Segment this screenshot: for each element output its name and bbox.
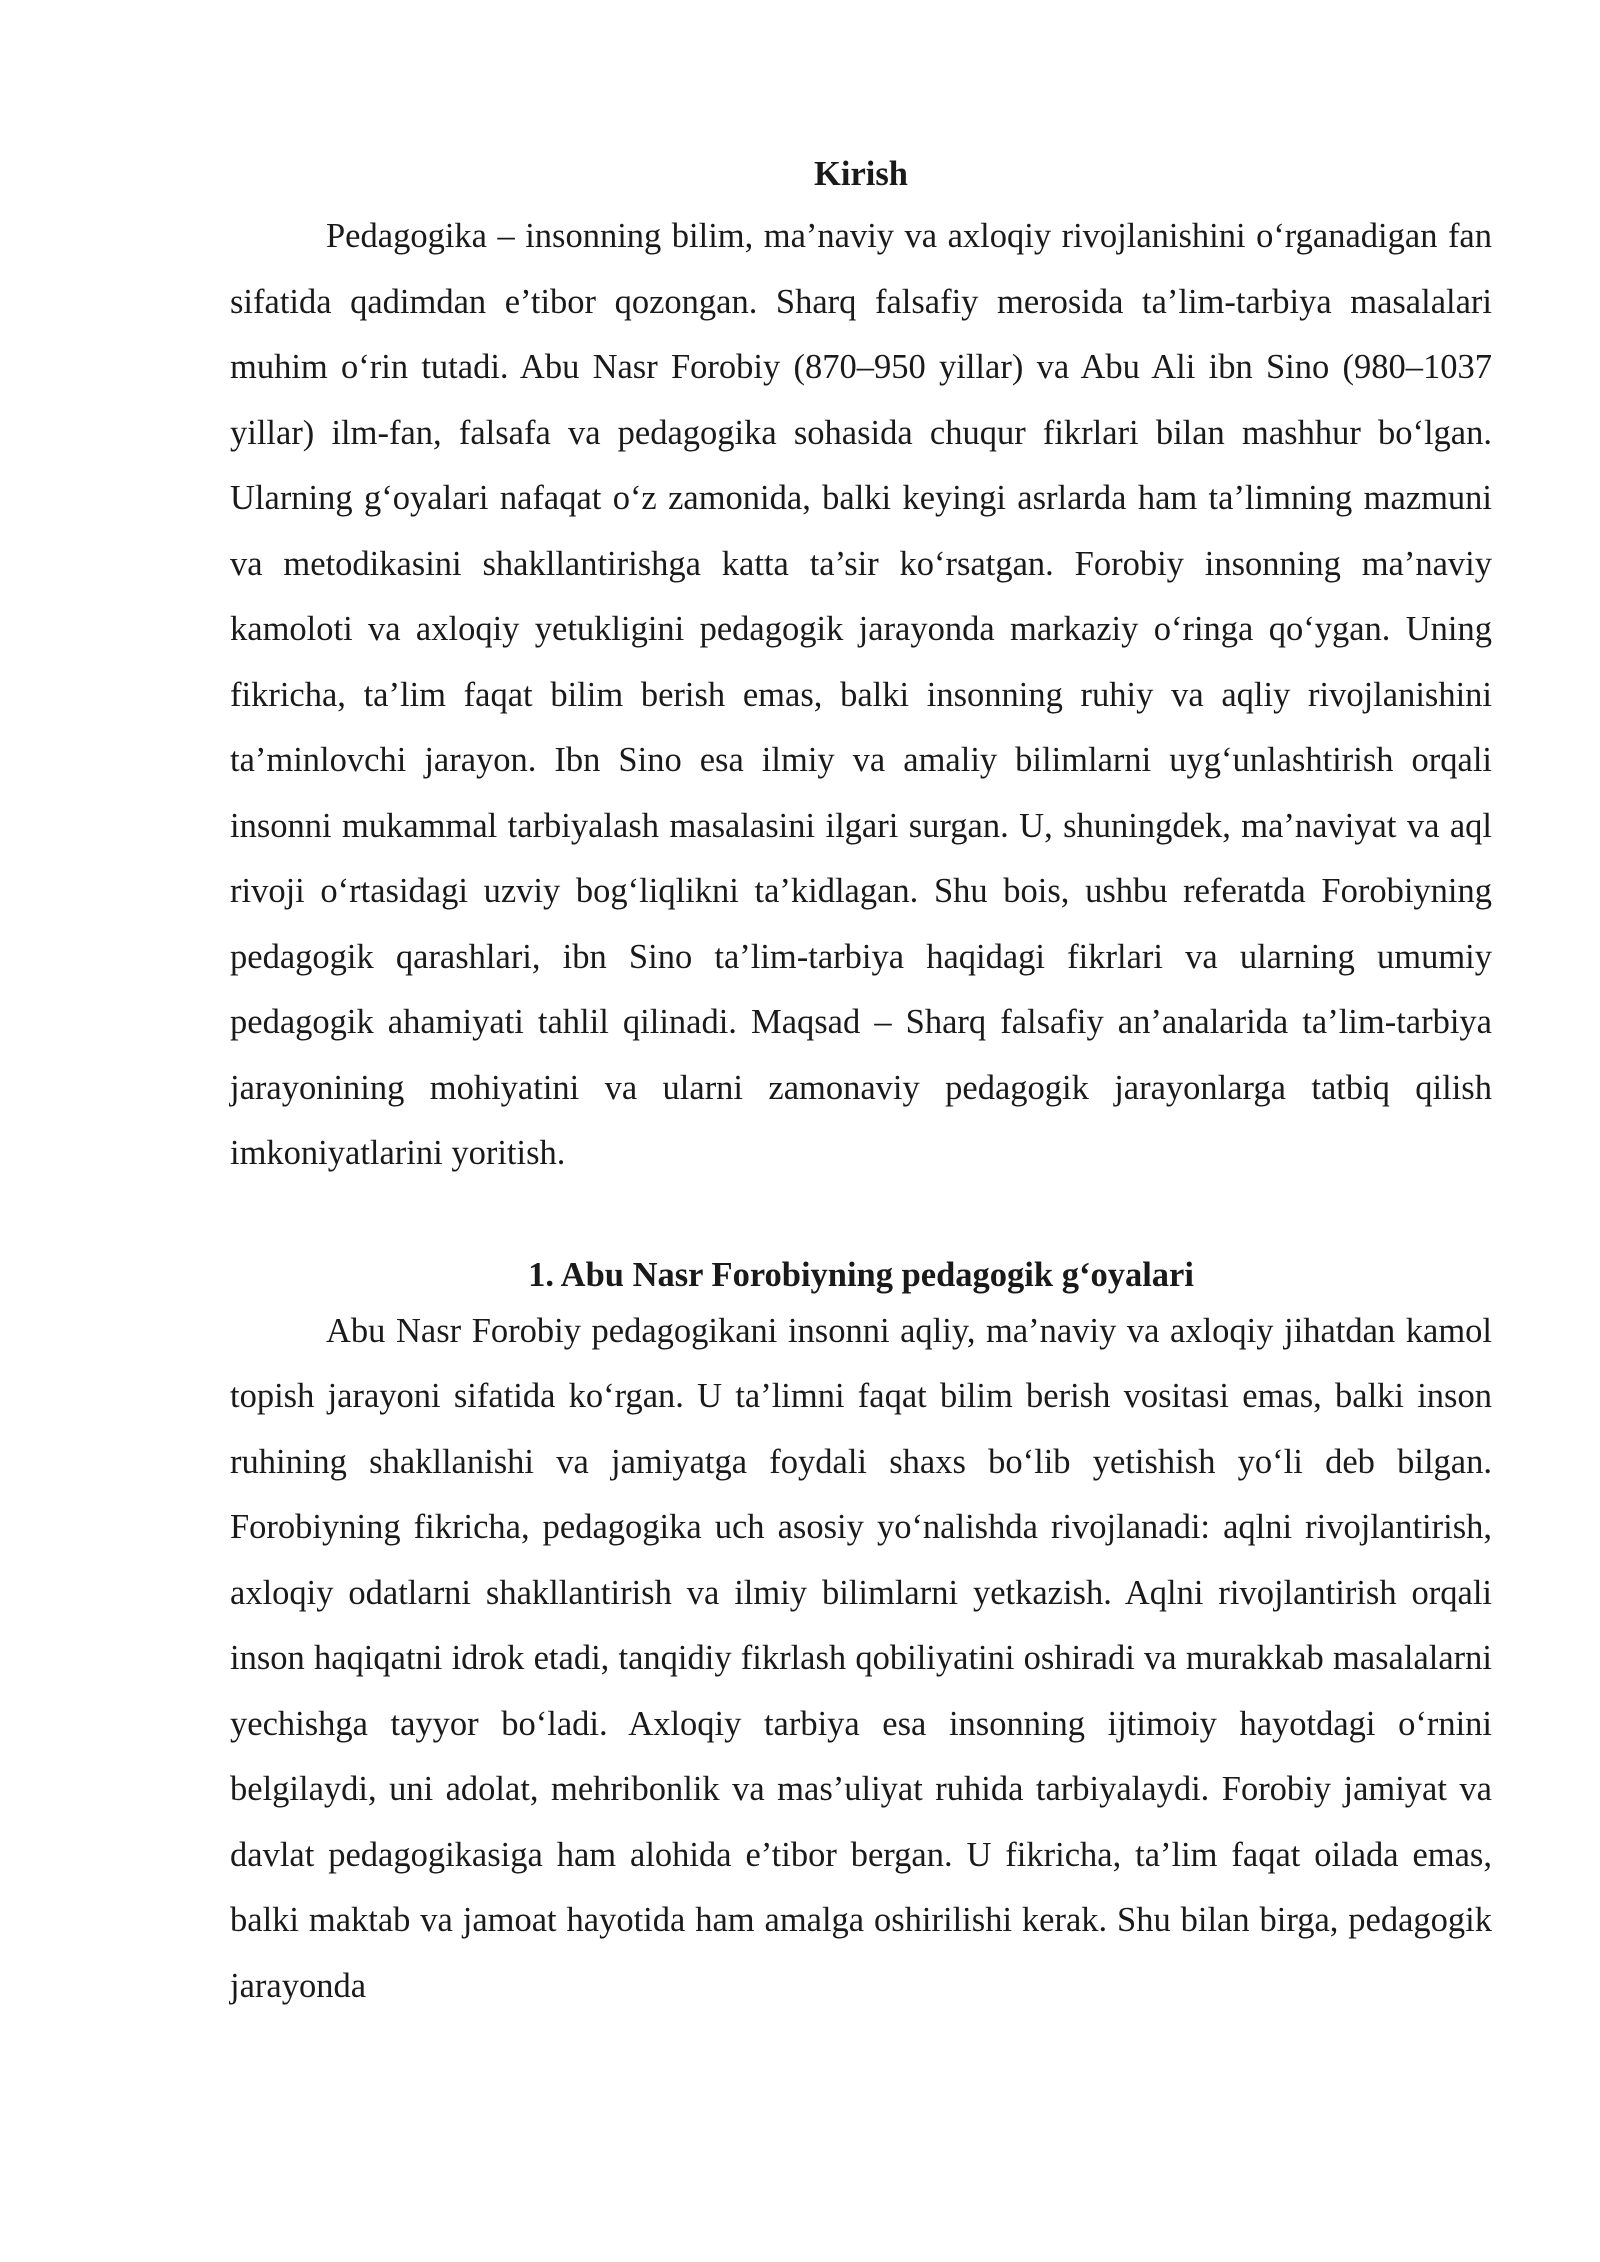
section-spacer <box>230 1187 1492 1251</box>
document-page <box>230 150 1492 2019</box>
section-1-paragraph: Abu Nasr Forobiy pedagogikani insonni aqliy, ma’naviy va axloqiy jihatdan kamol topish jarayoni sifatida ko‘rgan. U ta’limni faqat bilim berish vositasi emas, balki inson ruhining shakllanishi va jamiyatga foydali shaxs bo‘lib yetishish yo‘li deb bilgan. Forobiyning fikricha, pedagogika uch asosiy yo‘nalishda rivojlanadi: aqlni rivojlantirish, axloqiy odatlarni shakllantirish va ilmiy bilimlarni yetkazish. Aqlni rivojlantirish orqali inson haqiqatni idrok etadi, tanqidiy fikrlash qobiliyatini oshiradi va murakkab masalalarni yechishga tayyor bo‘ladi. Axloqiy tarbiya esa insonning ijtimoiy hayotdagi o‘rnini belgilaydi, uni adolat, mehribonlik va mas’uliyat ruhida tarbiyalaydi. Forobiy jamiyat va davlat pedagogikasiga ham alohida e’tibor bergan. U fikricha, ta’lim faqat oilada emas, balki maktab va jamoat hayotida ham amalga oshirilishi kerak. Shu bilan birga, pedagogik jarayonda <box>230 1311 1492 2005</box>
intro-heading: Kirish <box>814 155 908 193</box>
intro-paragraph: Pedagogika – insonning bilim, ma’naviy va axloqiy rivojlanishini o‘rganadigan fan sifatida qadimdan e’tibor qozongan. Sharq falsafiy merosida ta’lim-tarbiya masalalari muhim o‘rin tutadi. Abu Nasr Forobiy (870–950 yillar) va Abu Ali ibn Sino (980–1037 yillar) ilm-fan, falsafa va pedagogika sohasida chuqur fikrlari bilan mashhur bo‘lgan. Ularning g‘oyalari nafaqat o‘z zamonida, balki keyingi asrlarda ham ta’limning mazmuni va metodikasini shakllantirishga katta ta’sir ko‘rsatgan. Forobiy insonning ma’naviy kamoloti va axloqiy yetukligini pedagogik jarayonda markaziy o‘ringa qo‘ygan. Uning fikricha, ta’lim faqat bilim berish emas, balki insonning ruhiy va aqliy rivojlanishini ta’minlovchi jarayon. Ibn Sino esa ilmiy va amaliy bilimlarni uyg‘unlashtirish orqali insonni mukammal tarbiyalash masalasini ilgari surgan. U, shuningdek, ma’naviyat va aql rivoji o‘rtasidagi uzviy bog‘liqlikni ta’kidlagan. Shu bois, ushbu referatda Forobiyning pedagogik qarashlari, ibn Sino ta’lim-tarbiya haqidagi fikrlari va ularning umumiy pedagogik ahamiyati tahlil qilinadi. Maqsad – Sharq falsafiy an’analarida ta’lim-tarbiya jarayonining mohiyatini va ularni zamonaviy pedagogik jarayonlarga tatbiq qilish imkoniyatlarini yoritish. <box>230 217 1492 1172</box>
section-1-heading: 1. Abu Nasr Forobiyning pedagogik g‘oyalari <box>528 1255 1194 1294</box>
